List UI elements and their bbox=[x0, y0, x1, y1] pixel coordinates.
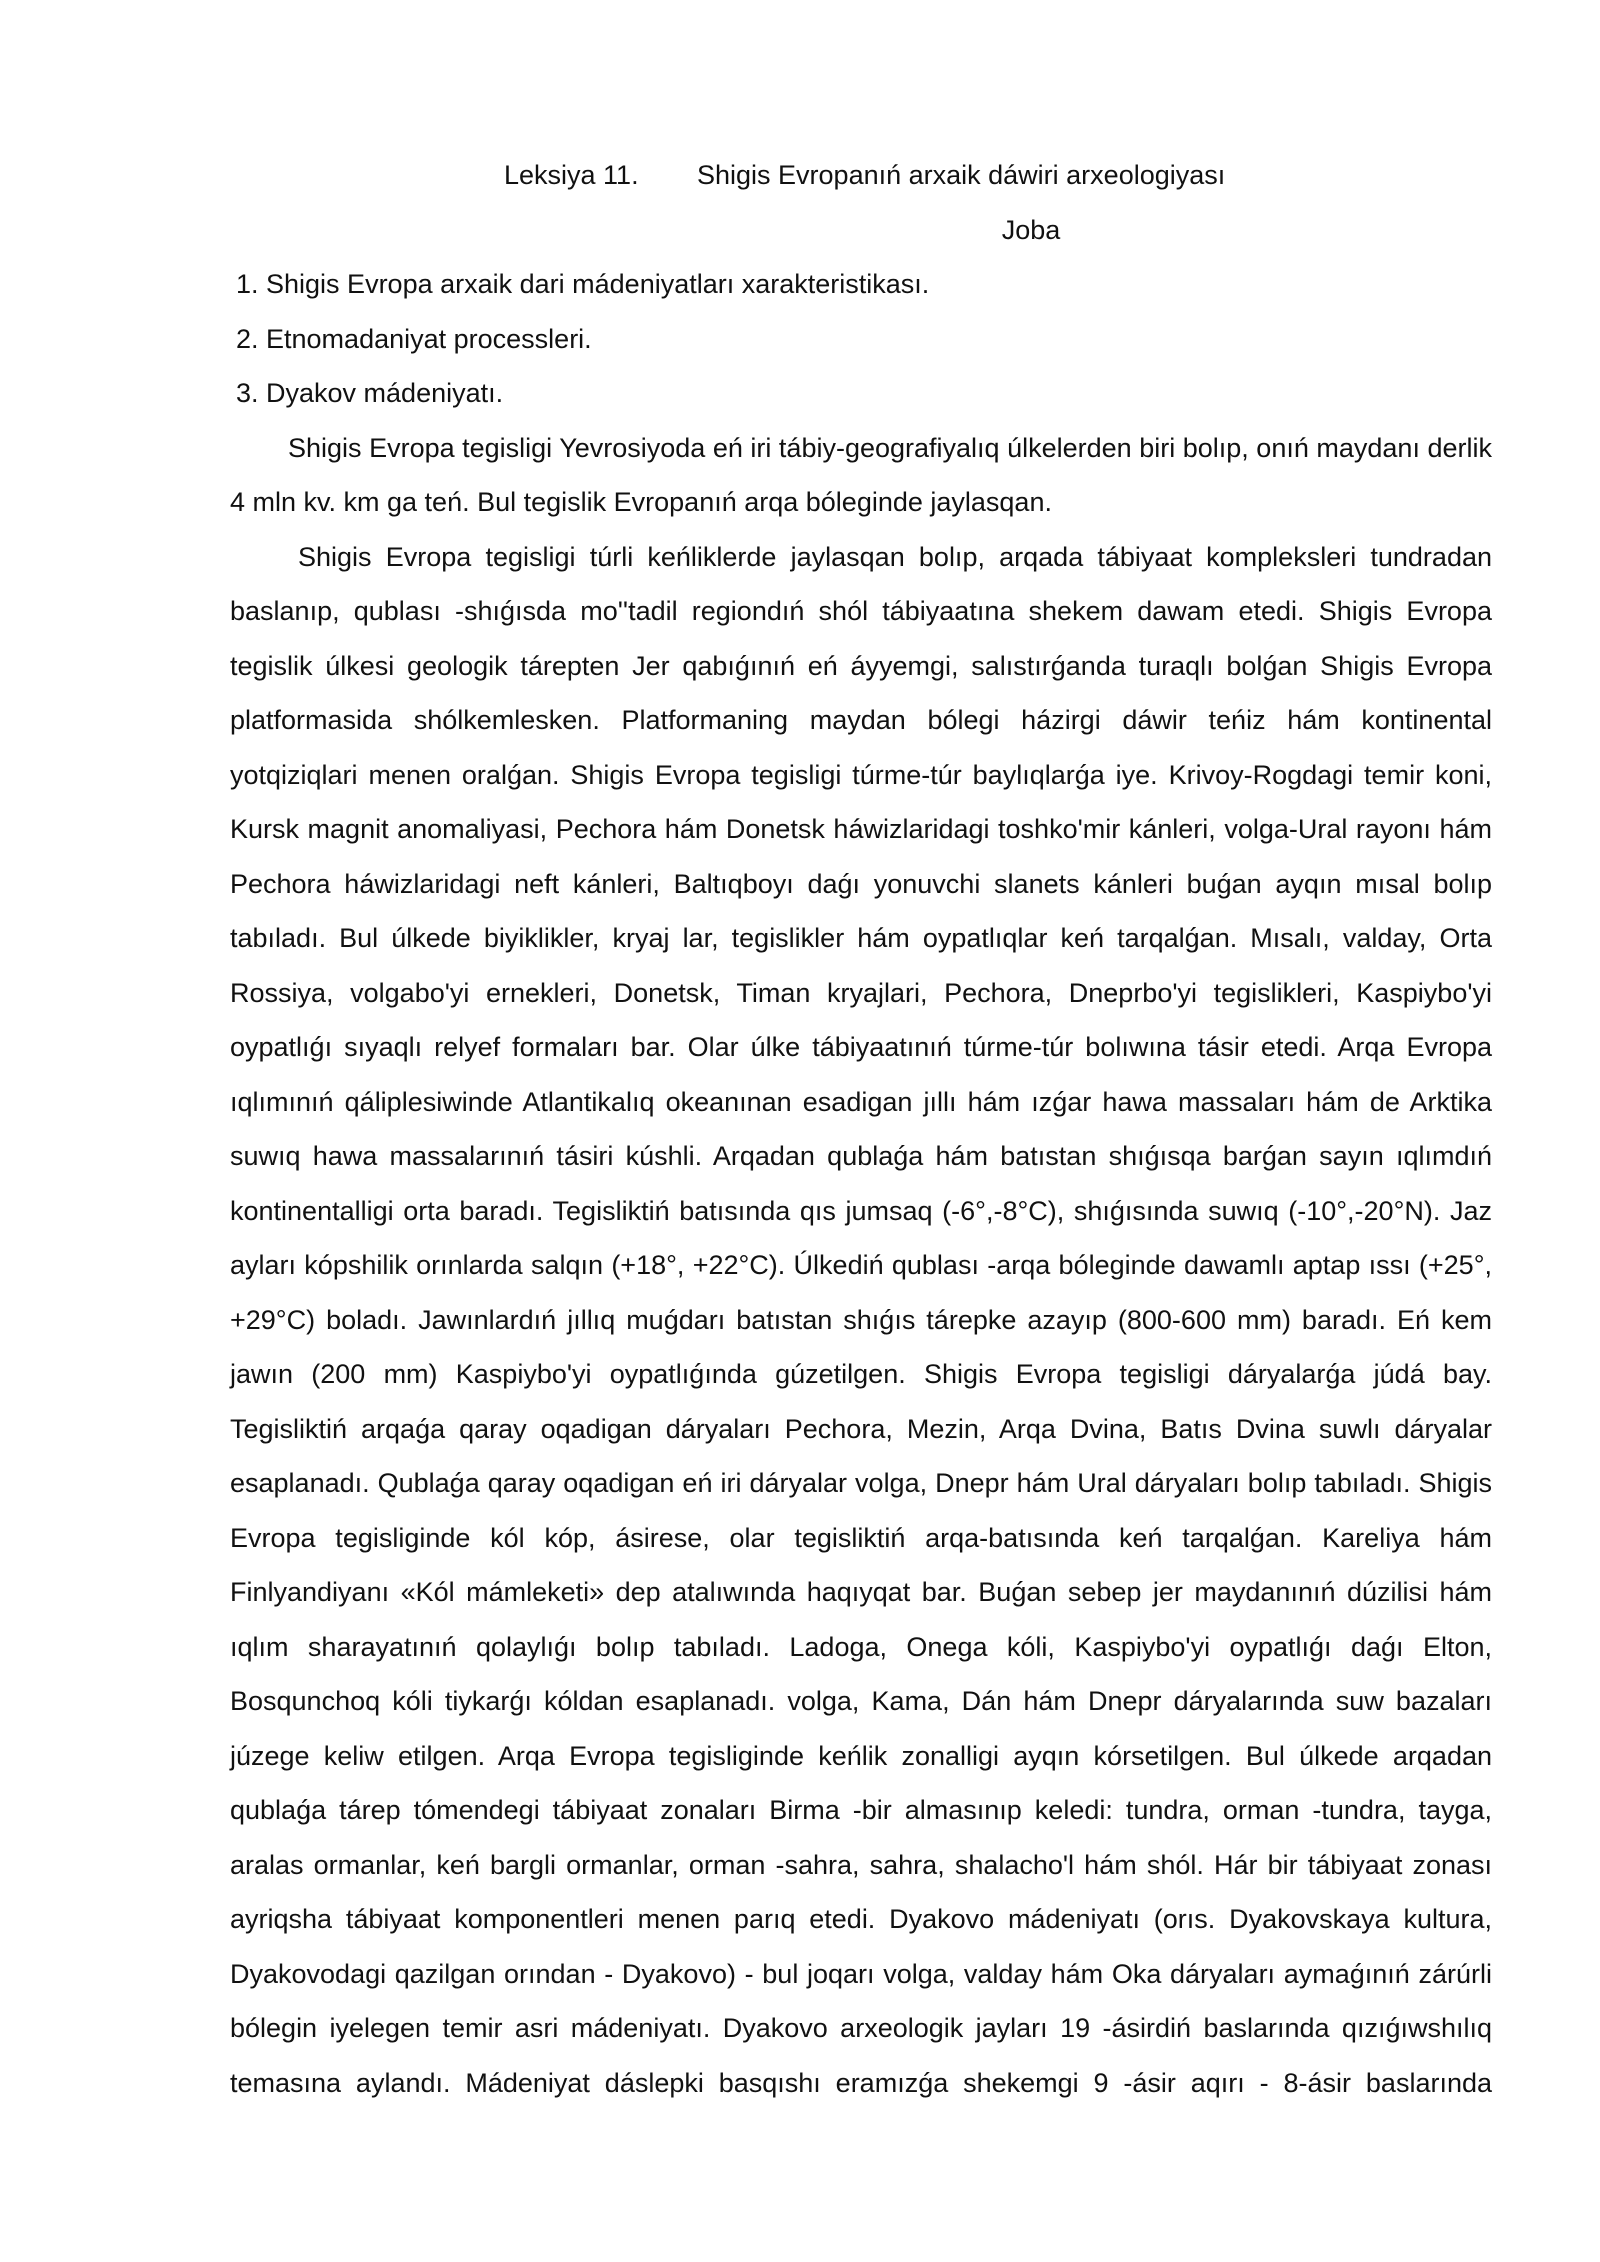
plan-item: 2. Etnomadaniyat processleri. bbox=[236, 323, 592, 354]
lecture-title: Shigis Evropanıń arxaik dáwiri arxeologiyası bbox=[697, 160, 1226, 190]
document-body bbox=[230, 148, 1492, 2110]
paragraph: Shigis Evropa tegisligi túrli keńliklerde jaylasqan bolıp, arqada tábiyaat kompleksleri tundradan baslanıp, qublası -shıǵısda mo''tadil regiondıń shól tábiyaatına shekem dawam etedi. Shigis Evropa tegislik úlkesi geologik tárepten Jer qabıǵınıń eń áyyemgi, salıstırǵanda turaqlı bolǵan Shigis Evropa platformasida shólkemlesken. Platformaning maydan bólegi házirgi dáwir teńiz hám kontinental yotqiziqlari menen oralǵan. Shigis Evropa tegisligi túrme-túr baylıqlarǵa iye. Krivoy-Rogdagi temir koni, Kursk magnit anomaliyasi, Pechora hám Donetsk háwizlaridagi toshko'mir kánleri, volga-Ural rayonı hám Pechora háwizlaridagi neft kánleri, Baltıqboyı daǵı yonuvchi slanets kánleri buǵan ayqın mısal bolıp tabıladı. Bul úlkede biyiklikler, kryaj lar, tegislikler hám oypatlıqlar keń tarqalǵan. Mısalı, valday, Orta Rossiya, volgabo'yi ernekleri, Donetsk, Timan kryajlari, Pechora, Dneprbo'yi tegislikleri, Kaspiybo'yi oypatlıǵı sıyaqlı relyef formaları bar. Olar úlke tábiyaatınıń túrme-túr bolıwına tásir etedi. Arqa Evropa ıqlımınıń qáliplesiwinde Atlantikalıq okeanınan esadigan jıllı hám ızǵar hawa massaları hám de Arktika suwıq hawa massalarınıń tásiri kúshli. Arqadan qublaǵa hám batıstan shıǵısqa barǵan sayın ıqlımdıń kontinentalligi orta baradı. Tegisliktiń batısında qıs jumsaq (-6°,-8°C), shıǵısında suwıq (-10°,-20°N). Jaz ayları kópshilik orınlarda salqın (+18°, +22°C). Úlkediń qublası -arqa bóleginde dawamlı aptap ıssı (+25°, +29°C) boladı. Jawınlardıń jıllıq muǵdarı batıstan shıǵıs tárepke azayıp (800-600 mm) baradı. Eń kem jawın (200 mm) Kaspiybo'yi oypatlıǵında gúzetilgen. Shigis Evropa tegisligi dáryalarǵa júdá bay. Tegisliktiń arqaǵa qaray oqadigan dáryaları Pechora, Mezin, Arqa Dvina, Batıs Dvina suwlı dáryalar esaplanadı. Qublaǵa qaray oqadigan eń iri dáryalar volga, Dnepr hám Ural dáryaları bolıp tabıladı. Shigis Evropa tegisliginde kól kóp, ásirese, olar tegisliktiń arqa-batısında keń tarqalǵan. Kareliya hám Finlyandiyanı «Kól mámleketi» dep atalıwında haqıyqat bar. Buǵan sebep jer maydanınıń dúzilisi hám ıqlım sharayatınıń qolaylıǵı bolıp tabıladı. Ladoga, Onega kóli, Kaspiybo'yi oypatlıǵı daǵı Elton, Bosqunchoq kóli tiykarǵı kóldan esaplanadı. volga, Kama, Dán hám Dnepr dáryalarında suw bazaları júzege keliw etilgen. Arqa Evropa tegisliginde keńlik zonalligi ayqın kórsetilgen. Bul úlkede arqadan qublaǵa tárep tómendegi tábiyaat zonaları Birma -bir almasınıp keledi: tundra, orman -tundra, tayga, aralas ormanlar, keń bargli ormanlar, orman -sahra, sahra, shalacho'l hám shól. Hár bir tábiyaat zonası ayriqsha tábiyaat komponentleri menen parıq etedi. Dyakovo mádeniyatı (orıs. Dyakovskaya kultura, Dyakovodagi qazilgan orından - Dyakovo) - bul joqarı volga, valday hám Oka dáryaları aymaǵınıń zárúrli bólegin iyelegen temir asri mádeniyatı. Dyakovo arxeologik jayları 19 -ásirdiń baslarında qızıǵıwshılıq temasına aylandı. Mádeniyat dáslepki basqıshı eramızǵa shekemgi 9 -ásir aqırı - 8-ásir baslarında bbox=[230, 541, 1492, 2098]
plan-item: 3. Dyakov mádeniyatı. bbox=[236, 378, 504, 408]
plan-item: 1. Shigis Evropa arxaik dari mádeniyatları xarakteristikası. bbox=[236, 269, 930, 299]
paragraph: Shigis Evropa tegisligi Yevrosiyoda eń iri tábiy-geografiyalıq úlkelerden biri bolıp, onıń maydanı derlik 4 mln kv. km ga teń. Bul tegislik Evropanıń arqa bóleginde jaylasqan. bbox=[230, 432, 1492, 517]
lecture-number: Leksiya 11. bbox=[504, 160, 639, 190]
plan-heading: Joba bbox=[1001, 214, 1061, 245]
lecture-header bbox=[230, 148, 1492, 203]
